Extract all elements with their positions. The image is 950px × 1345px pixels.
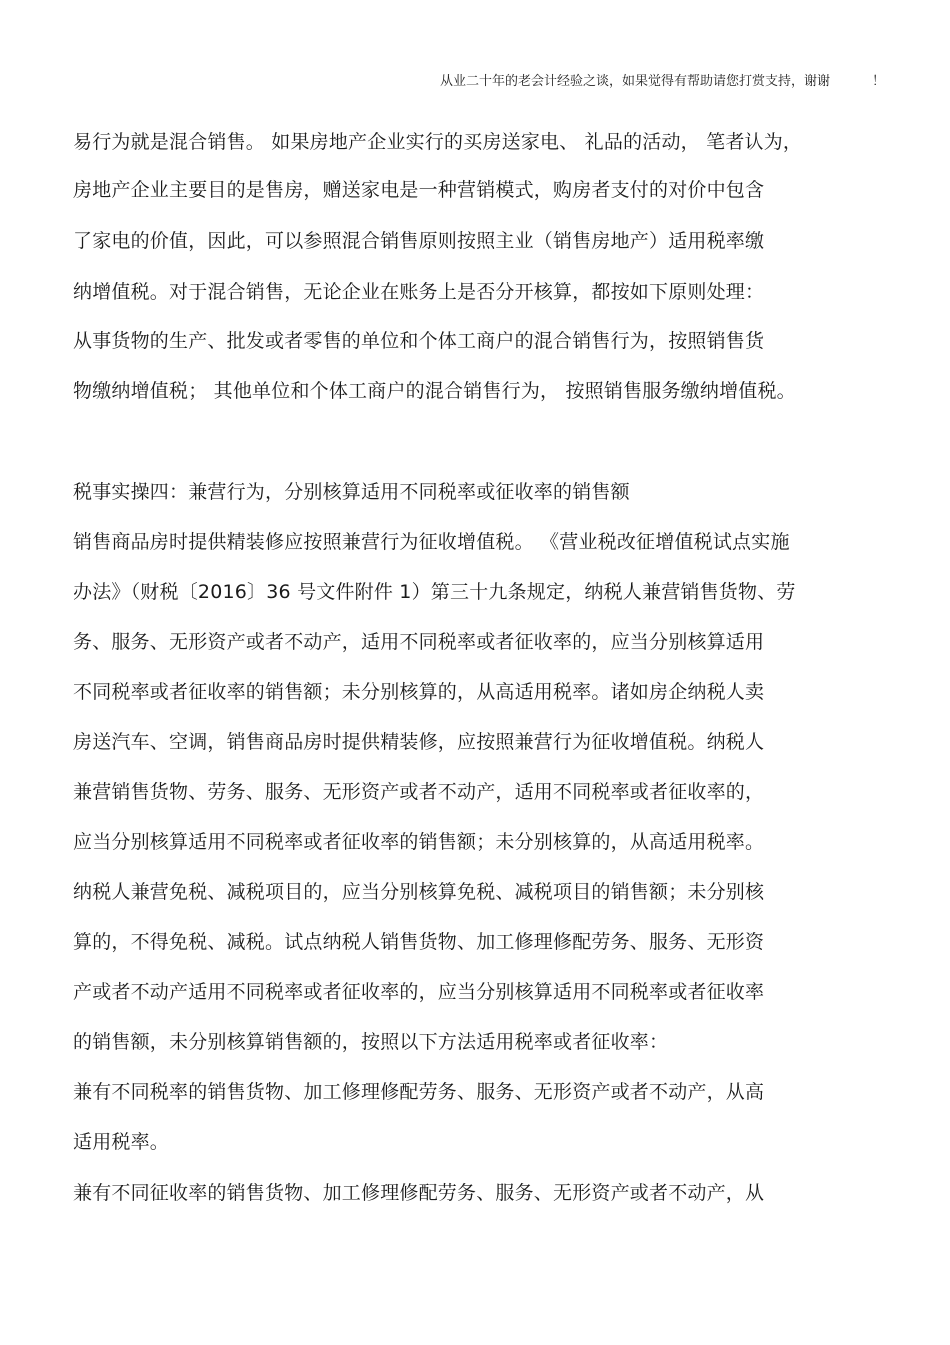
body-line: 产或者不动产适用不同税率或者征收率的，应当分别核算适用不同税率或者征收率 (73, 981, 765, 1003)
body-line: 房送汽车、空调，销售商品房时提供精装修，应按照兼营行为征收增值税。纳税人 (73, 731, 765, 753)
body-line: 纳税人兼营免税、减税项目的，应当分别核算免税、减税项目的销售额；未分别核 (73, 881, 765, 903)
body-line: 的销售额，未分别核算销售额的，按照以下方法适用税率或者征收率： (73, 1031, 669, 1053)
page-header (0, 70, 950, 90)
header-text: 从业二十年的老会计经验之谈，如果觉得有帮助请您打赏支持，谢谢 (440, 74, 831, 89)
body-line: 物缴纳增值税； 其他单位和个体工商户的混合销售行为， 按照销售服务缴纳增值税。 (73, 380, 796, 402)
body-line: 兼有不同税率的销售货物、加工修理修配劳务、服务、无形资产或者不动产，从高 (73, 1081, 765, 1103)
body-line: 了家电的价值，因此，可以参照混合销售原则按照主业（销售房地产）适用税率缴 (73, 230, 765, 252)
body-line: 务、服务、无形资产或者不动产，适用不同税率或者征收率的，应当分别核算适用 (73, 631, 765, 653)
body-line: 算的，不得免税、减税。试点纳税人销售货物、加工修理修配劳务、服务、无形资 (73, 931, 765, 953)
body-line: 办法》（财税〔2016〕36 号文件附件 1）第三十九条规定，纳税人兼营销售货物、劳 (73, 581, 796, 603)
body-line: 应当分别核算适用不同税率或者征收率的销售额；未分别核算的，从高适用税率。 (73, 831, 765, 853)
body-line: 易行为就是混合销售。 如果房地产企业实行的买房送家电、 礼品的活动， 笔者认为， (73, 131, 803, 153)
body-line: 不同税率或者征收率的销售额；未分别核算的，从高适用税率。诸如房企纳税人卖 (73, 681, 765, 703)
body-line: 房地产企业主要目的是售房，赠送家电是一种营销模式，购房者支付的对价中包含 (73, 179, 765, 201)
header-exclamation: ！ (872, 74, 886, 89)
body-line: 兼有不同征收率的销售货物、加工修理修配劳务、服务、无形资产或者不动产，从 (73, 1182, 765, 1204)
body-line: 纳增值税。对于混合销售，无论企业在账务上是否分开核算，都按如下原则处理： (73, 281, 765, 303)
body-line: 从事货物的生产、批发或者零售的单位和个体工商户的混合销售行为，按照销售货 (73, 330, 765, 352)
body-line: 销售商品房时提供精装修应按照兼营行为征收增值税。 《营业税改征增值税试点实施 (73, 531, 790, 553)
body-line: 适用税率。 (73, 1131, 170, 1153)
section-heading: 税事实操四：兼营行为，分别核算适用不同税率或征收率的销售额 (73, 481, 630, 503)
body-line: 兼营销售货物、劳务、服务、无形资产或者不动产，适用不同税率或者征收率的， (73, 781, 765, 803)
